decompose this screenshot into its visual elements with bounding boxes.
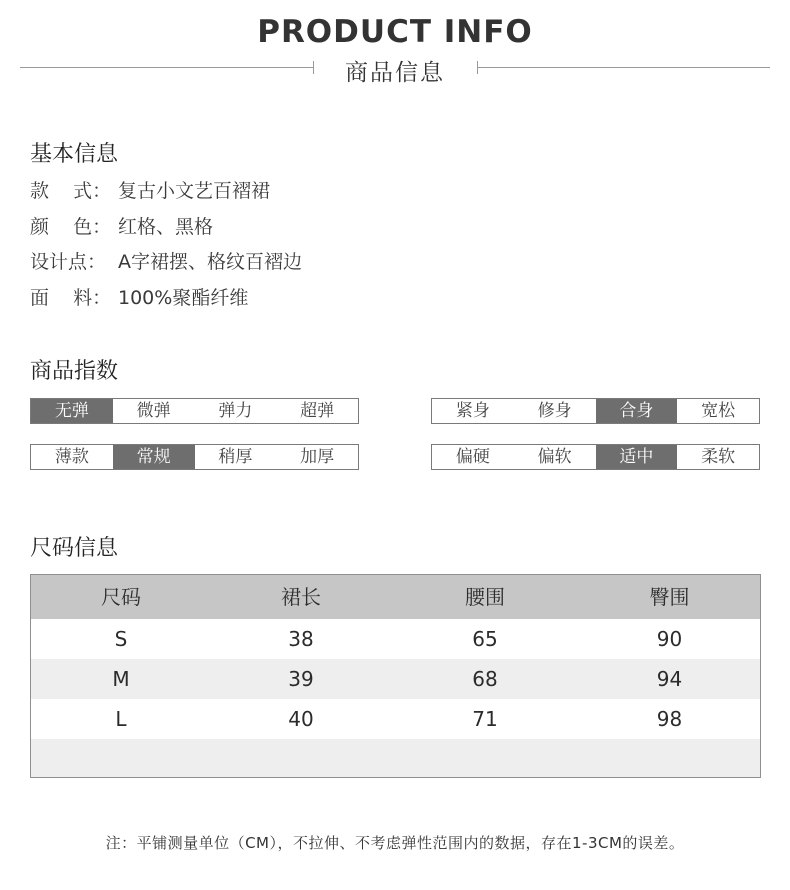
- scale-option: 宽松: [701, 401, 736, 421]
- spec-row-fabric: [30, 283, 248, 310]
- table-cell: 65: [472, 627, 498, 651]
- column-header-hip: 臀围: [649, 585, 690, 609]
- header-divider-right: [477, 67, 770, 68]
- column-header-size: 尺码: [101, 585, 141, 609]
- table-row: [31, 699, 760, 739]
- scale-option: 适中: [596, 445, 678, 469]
- page-title: PRODUCT INFO: [257, 14, 533, 50]
- table-cell: S: [114, 627, 128, 651]
- spec-value: 红格、黑格: [118, 216, 214, 238]
- page-subtitle: 商品信息: [345, 60, 445, 86]
- size-info-title: 尺码信息: [30, 536, 119, 561]
- table-cell: 71: [472, 707, 498, 731]
- table-cell: 40: [288, 707, 314, 731]
- scale-option: 微弹: [136, 401, 171, 421]
- table-cell: 39: [288, 667, 314, 691]
- spec-label: 设计点：: [30, 251, 107, 273]
- scale-option: 紧身: [455, 401, 490, 421]
- spec-row-color: [30, 212, 213, 239]
- scale-option: 加厚: [300, 447, 335, 467]
- table-cell: 68: [472, 667, 498, 691]
- spec-row-design: [30, 247, 302, 274]
- scale-option: 弹力: [218, 401, 253, 421]
- scale-option: 偏硬: [455, 447, 490, 467]
- spec-label: 面 料：: [30, 287, 112, 309]
- table-cell: 90: [656, 627, 683, 651]
- scale-option: 薄款: [54, 447, 89, 467]
- column-header-length: 裙长: [281, 585, 321, 609]
- scale-option: 偏软: [537, 447, 572, 467]
- scale-option: 常规: [113, 445, 195, 469]
- table-header-row: [31, 575, 760, 619]
- thickness-scale: [30, 444, 359, 470]
- fit-scale: [431, 398, 760, 424]
- spec-value: A字裙摆、格纹百褶边: [118, 251, 302, 273]
- table-row: [31, 659, 760, 699]
- size-table: [30, 574, 761, 778]
- spec-label: 颜 色：: [30, 216, 112, 238]
- scale-option: 稍厚: [218, 447, 253, 467]
- spec-value: 100%聚酯纤维: [118, 287, 249, 309]
- scale-option: 修身: [537, 401, 572, 421]
- table-cell: M: [112, 667, 130, 691]
- measurement-note: 注：平铺测量单位（CM），不拉伸、不考虑弹性范围内的数据，存在1-3CM的误差。: [105, 834, 685, 852]
- column-header-waist: 腰围: [465, 585, 505, 609]
- table-row: [31, 619, 760, 659]
- table-cell: L: [115, 707, 127, 731]
- scale-option: 合身: [596, 399, 678, 423]
- spec-row-style: [30, 176, 270, 203]
- indices-title: 商品指数: [30, 359, 119, 384]
- basic-info-title: 基本信息: [30, 142, 119, 167]
- spec-value: 复古小文艺百褶裙: [118, 180, 271, 202]
- spec-label: 款 式：: [30, 180, 112, 202]
- softness-scale: [431, 444, 760, 470]
- scale-option: 柔软: [701, 447, 736, 467]
- table-cell: 94: [656, 667, 683, 691]
- scale-option: 无弹: [31, 399, 113, 423]
- table-cell: 38: [288, 627, 314, 651]
- elasticity-scale: [30, 398, 359, 424]
- scale-option: 超弹: [300, 401, 335, 421]
- table-cell: 98: [656, 707, 683, 731]
